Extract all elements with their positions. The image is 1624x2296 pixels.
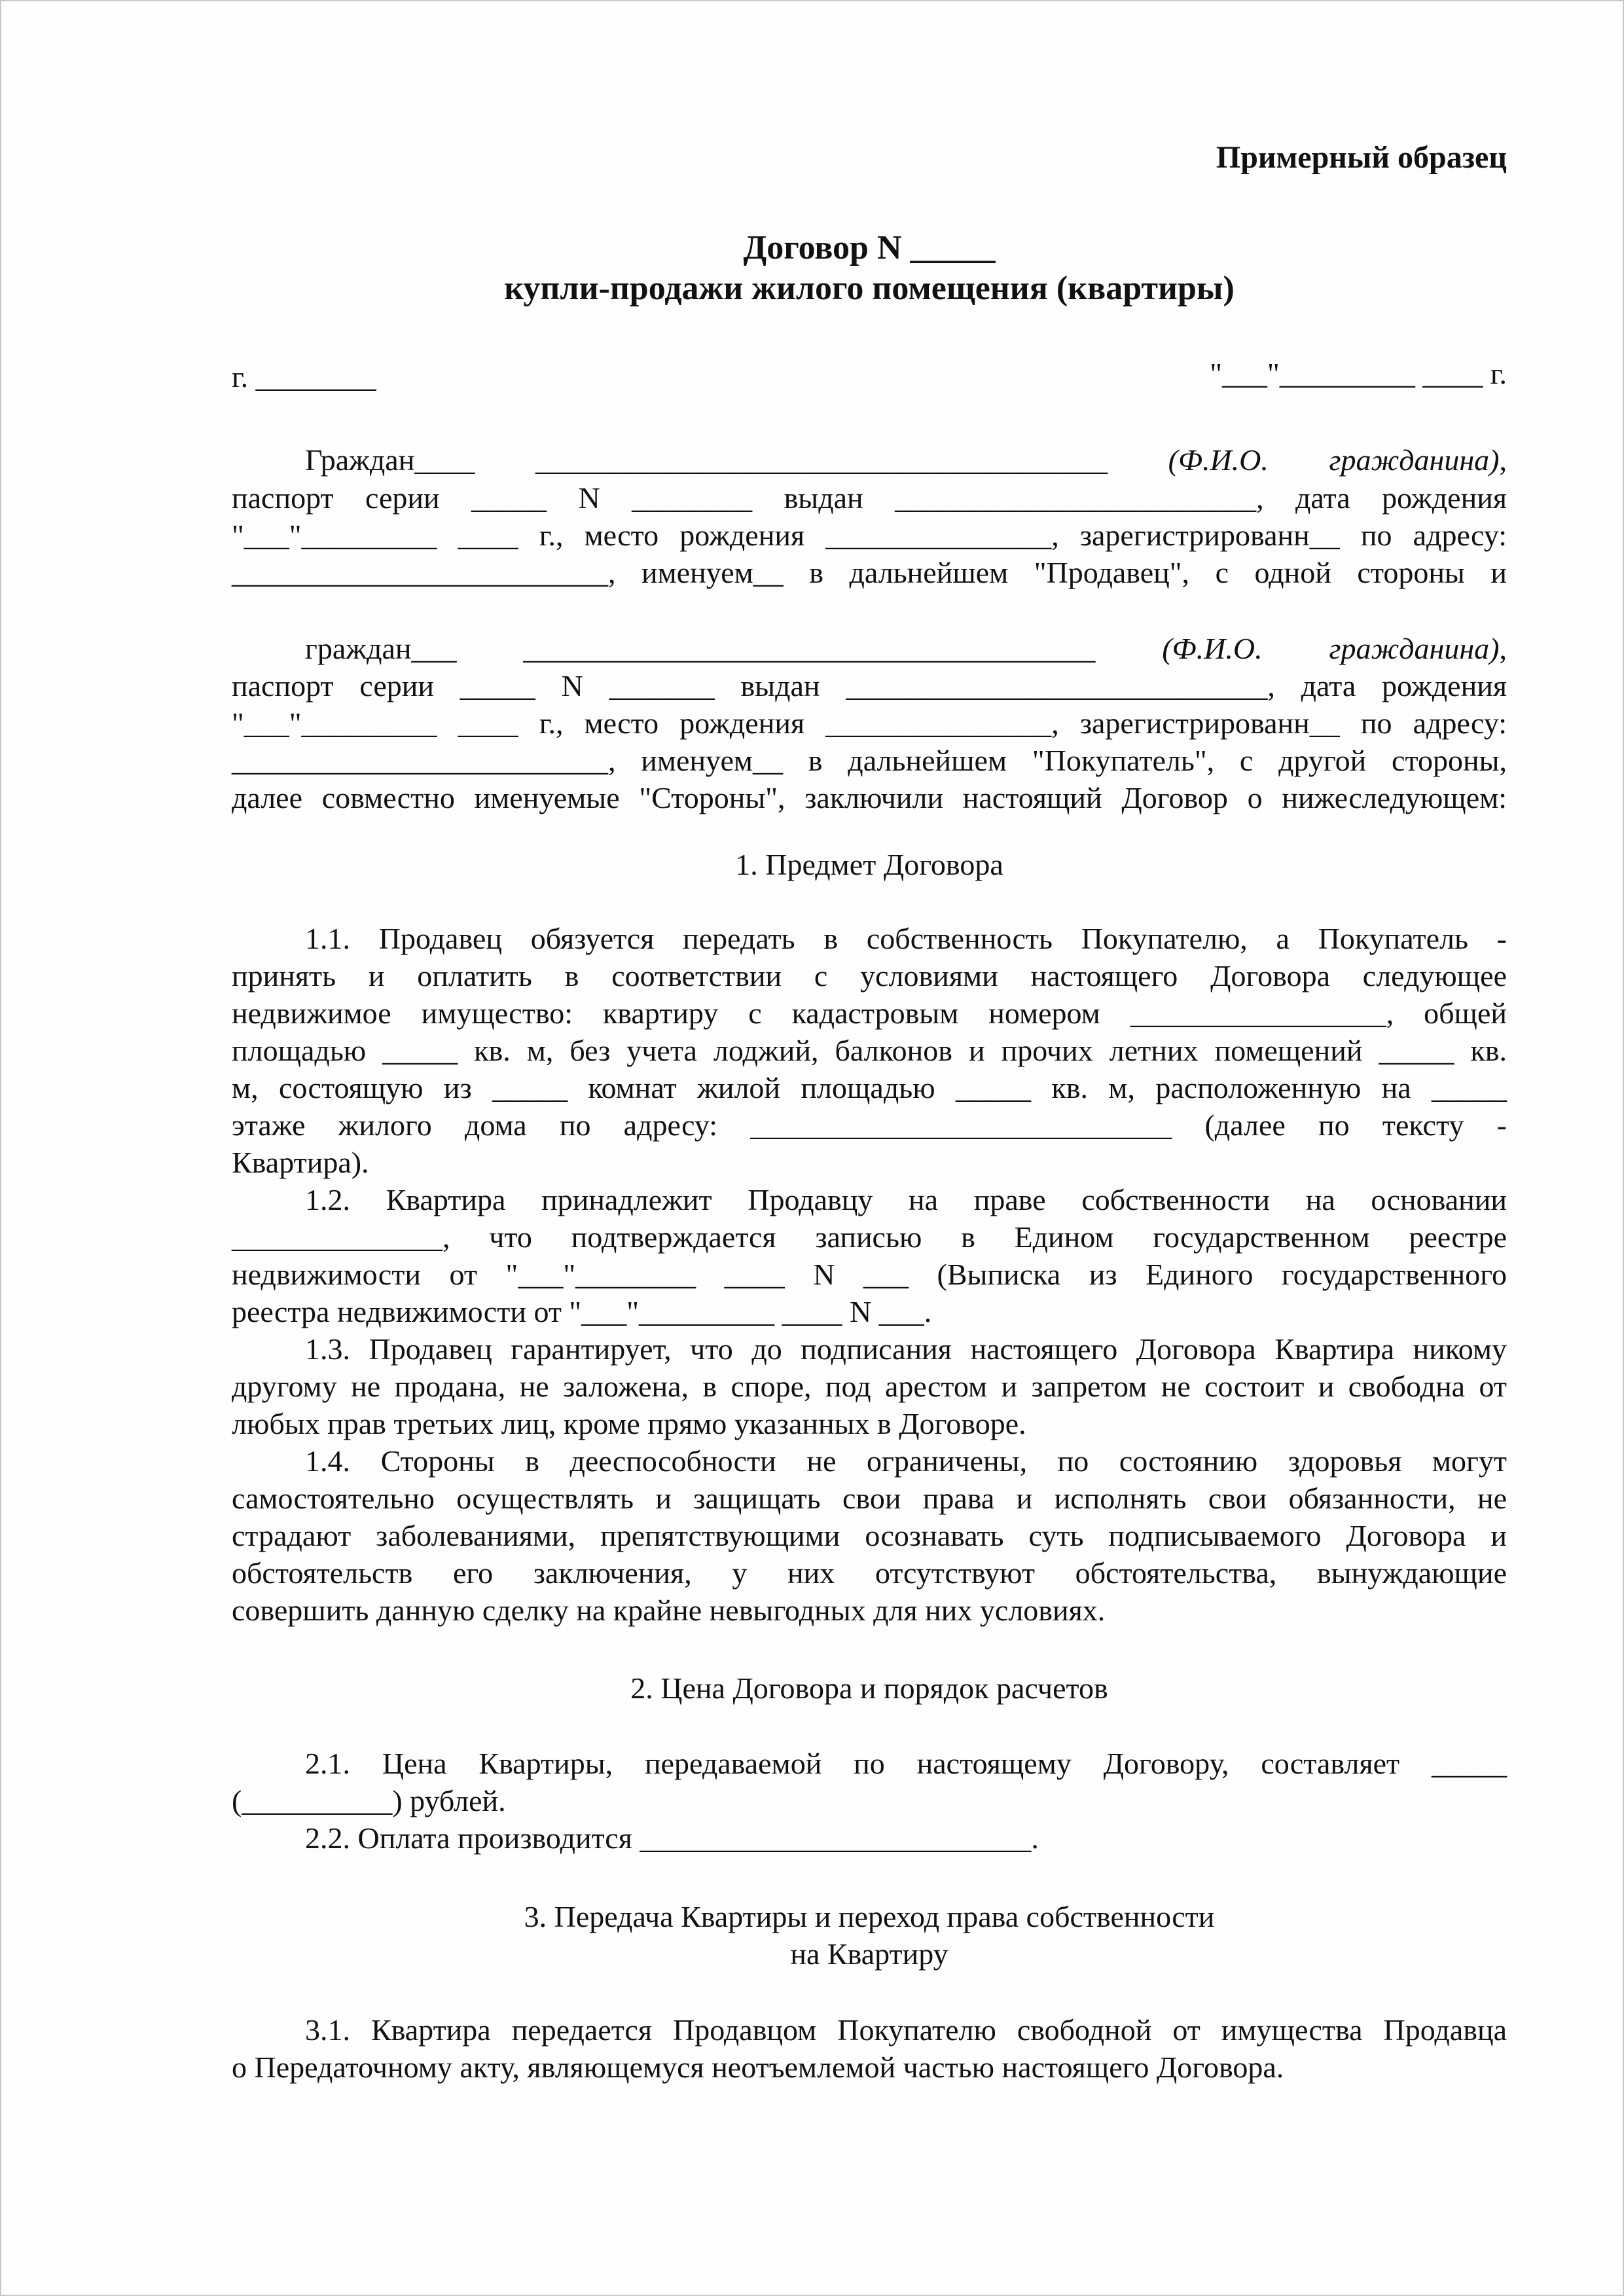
clause-line: м, состоящую из _____ комнат жилой площадью _____ кв. м, расположенную на _____	[232, 1071, 1507, 1104]
seller-line: паспорт серии _____ N ________ выдан ________________________, дата рождения	[232, 481, 1507, 515]
buyer-line: паспорт серии _____ N _______ выдан ____________________________, дата рождения	[232, 669, 1507, 702]
section-3-heading-cont: на Квартиру	[790, 1937, 948, 1971]
section-1-heading: 1. Предмет Договора	[735, 848, 1003, 881]
clause-line: 1.4. Стороны в дееспособности не ограничены, по состоянию здоровья могут	[305, 1444, 1507, 1478]
clause-line: этаже жилого дома по адресу: ____________________________ (далее по тексту -	[232, 1108, 1507, 1142]
clause-line: 1.1. Продавец обязуется передать в собственность Покупателю, а Покупатель -	[305, 922, 1507, 955]
clause-line: 2.1. Цена Квартиры, передаваемой по настоящему Договору, составляет _____	[305, 1747, 1507, 1780]
clause-2-2: 2.2. Оплата производится __________________________.	[305, 1821, 1039, 1855]
sample-label: Примерный образец	[1216, 140, 1507, 175]
buyer-line: _________________________, именуем__ в дальнейшем "Покупатель", с другой стороны,	[232, 744, 1507, 777]
buyer-line: далее совместно именуемые "Стороны", заключили настоящий Договор о нижеследующем:	[232, 781, 1507, 814]
clause-line: обстоятельств его заключения, у них отсутствуют обстоятельства, вынуждающие	[232, 1556, 1507, 1590]
clause-line: другому не продана, не заложена, в споре, под арестом и запретом не состоит и свободна от	[232, 1370, 1507, 1403]
clause-line: 3.1. Квартира передается Продавцом Покупателю свободной от имущества Продавца	[305, 2013, 1507, 2047]
section-3-heading: 3. Передача Квартиры и переход права собственности	[524, 1900, 1215, 1933]
clause-line: 1.3. Продавец гарантирует, что до подписания настоящего Договора Квартира никому	[305, 1332, 1507, 1366]
clause-line: совершить данную сделку на крайне невыгодных для них условиях.	[232, 1594, 1106, 1627]
seller-line: _________________________, именуем__ в дальнейшем "Продавец", с одной стороны и	[232, 556, 1507, 589]
clause-line: о Передаточному акту, являющемуся неотъемлемой частью настоящего Договора.	[232, 2050, 1284, 2084]
clause-line: любых прав третьих лиц, кроме прямо указанных в Договоре.	[232, 1407, 1026, 1440]
date-field: "___"_________ ____ г.	[1210, 357, 1507, 390]
contract-subtitle: купли-продажи жилого помещения (квартиры)	[504, 270, 1235, 307]
fio-hint: (Ф.И.О. гражданина)	[1168, 443, 1500, 477]
clause-line: недвижимости от "___"________ ____ N ___ (Выписка из Единого государственного	[232, 1258, 1507, 1291]
contract-title: Договор N _____	[743, 229, 996, 266]
clause-line: самостоятельно осуществлять и защищать свои права и исполнять свои обязанности, не	[232, 1482, 1507, 1515]
clause-line: недвижимое имущество: квартиру с кадастровым номером _________________, общей	[232, 996, 1507, 1030]
buyer-line: граждан___ ______________________________________ (Ф.И.О. гражданина),	[305, 632, 1507, 665]
seller-line: "___"_________ ____ г., место рождения _______________, зарегистрированн__ по адресу:	[232, 519, 1507, 552]
clause-line: страдают заболеваниями, препятствующими осознавать суть подписываемого Договора и	[232, 1519, 1507, 1552]
buyer-line: "___"_________ ____ г., место рождения _______________, зарегистрированн__ по адресу:	[232, 706, 1507, 740]
clause-line: Квартира).	[232, 1146, 369, 1179]
city-field: г. ________	[232, 360, 376, 393]
section-2-heading: 2. Цена Договора и порядок расчетов	[630, 1671, 1108, 1705]
clause-line: принять и оплатить в соответствии с условиями настоящего Договора следующее	[232, 959, 1507, 993]
clause-line: реестра недвижимости от "___"_________ ____ N ___.	[232, 1295, 932, 1328]
fio-hint: (Ф.И.О. гражданина)	[1162, 632, 1500, 665]
clause-line: (__________) рублей.	[232, 1784, 506, 1817]
clause-line: ______________, что подтверждается записью в Едином государственном реестре	[232, 1220, 1507, 1254]
seller-line: Граждан____ ______________________________________ (Ф.И.О. гражданина),	[305, 443, 1507, 477]
clause-line: 1.2. Квартира принадлежит Продавцу на праве собственности на основании	[305, 1183, 1507, 1216]
clause-line: площадью _____ кв. м, без учета лоджий, балконов и прочих летних помещений _____ кв.	[232, 1034, 1507, 1067]
